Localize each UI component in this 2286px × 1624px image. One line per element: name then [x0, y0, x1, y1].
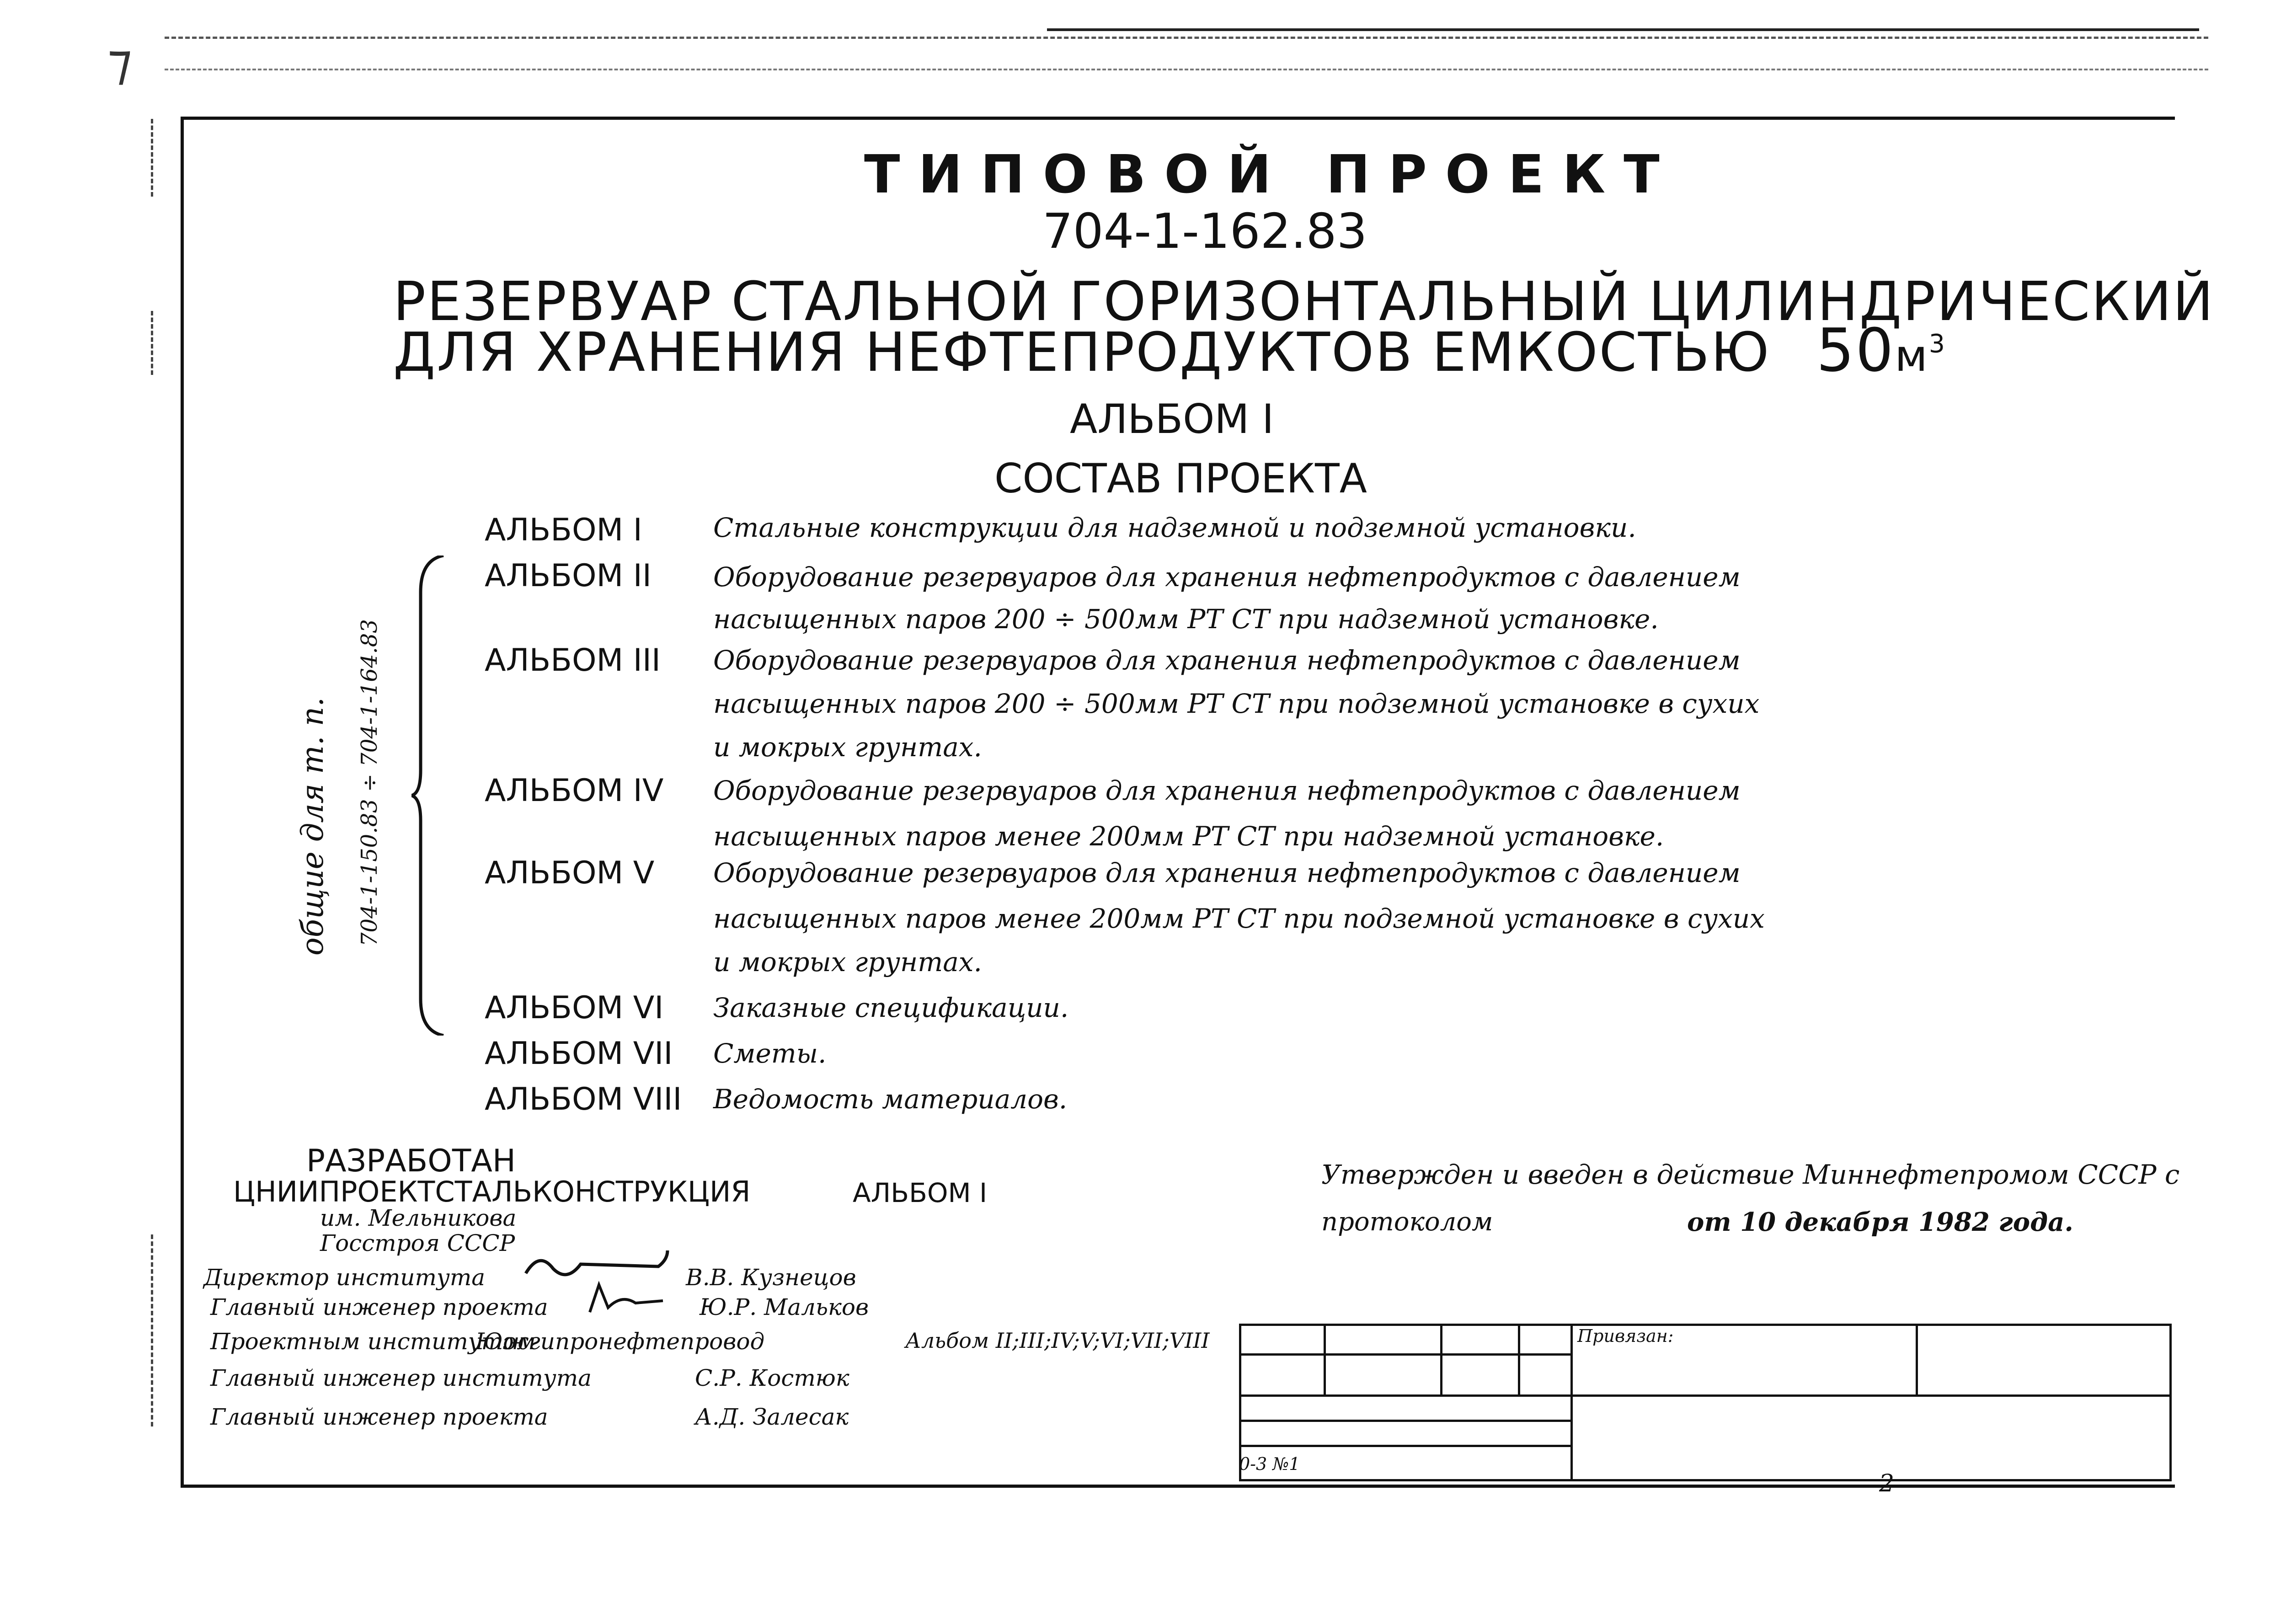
- project-number: 704-1-162.83: [1042, 203, 1367, 259]
- stamp-cell: [1442, 1325, 1519, 1355]
- volume-unit: м: [1895, 331, 1929, 381]
- left-margin-mark: [151, 311, 160, 375]
- album-heading: АЛЬБОМ I: [1070, 395, 1274, 443]
- staff-role: Главный инженер проекта: [210, 1404, 548, 1430]
- album-label: АЛЬБОМ V: [485, 855, 655, 891]
- volume-unit-exponent: 3: [1928, 329, 1946, 358]
- album-label: АЛЬБОМ II: [485, 558, 652, 594]
- developer-album-ref: АЛЬБОМ I: [853, 1177, 988, 1208]
- stamp-cell: [1519, 1325, 1572, 1355]
- album-desc-line: Оборудование резервуаров для хранения нефтепродуктов с давлением: [713, 645, 1741, 676]
- staff-name: В.В. Кузнецов: [686, 1264, 856, 1291]
- staff-name: С.Р. Костюк: [695, 1365, 849, 1391]
- title-text: ДЛЯ ХРАНЕНИЯ НЕФТЕПРОДУКТОВ ЕМКОСТЬЮ: [393, 321, 1771, 384]
- approval-line-2-right: от 10 декабря 1982 года.: [1687, 1207, 2073, 1237]
- staff-role: Директор института: [203, 1264, 486, 1291]
- stamp-bound-cell: [1572, 1325, 1917, 1396]
- album-desc-line: Ведомость материалов.: [713, 1084, 1068, 1115]
- album-desc-line: Стальные конструкции для надземной и подземной установки.: [713, 512, 1636, 543]
- stamp-code: 0-3 №1: [1239, 1454, 1300, 1474]
- left-margin-mark: [151, 1234, 160, 1426]
- developer-org: ЦНИИПРОЕКТСТАЛЬКОНСТРУКЦИЯ: [233, 1175, 751, 1208]
- signature-2: [581, 1276, 672, 1321]
- staff-name: Ю.Р. Мальков: [700, 1294, 869, 1320]
- staff-name: А.Д. Залесак: [695, 1404, 849, 1430]
- grouping-brace: [411, 556, 453, 1036]
- stamp-cell: [1442, 1355, 1519, 1396]
- approval-line-1: Утвержден и введен в действие Миннефтепромом СССР с: [1321, 1159, 2180, 1190]
- title-line-2: [393, 315, 1946, 385]
- approval-line-2-left: протоколом: [1321, 1207, 1493, 1237]
- stamp-cell: [1519, 1355, 1572, 1396]
- album-desc-line: насыщенных паров 200 ÷ 500мм РТ СТ при надземной установке.: [713, 604, 1659, 635]
- stamp-cell: [1240, 1396, 1572, 1421]
- stamp-cell: [1240, 1355, 1325, 1396]
- title-block-stamp: [1239, 1324, 2172, 1481]
- top-dashed-rule: [165, 37, 2208, 39]
- album-desc-line: насыщенных паров 200 ÷ 500мм РТ СТ при подземной установке в сухих: [713, 688, 1760, 719]
- album-desc-line: Сметы.: [713, 1038, 827, 1069]
- album-desc-line: Оборудование резервуаров для хранения нефтепродуктов с давлением: [713, 775, 1741, 806]
- stamp-cell: [1240, 1421, 1572, 1446]
- developer-sub-2: Госстроя СССР: [320, 1230, 515, 1256]
- album-desc-line: Оборудование резервуаров для хранения нефтепродуктов с давлением: [713, 561, 1741, 593]
- left-margin-mark: [151, 119, 160, 197]
- album-desc-line: Оборудование резервуаров для хранения нефтепродуктов с давлением: [713, 857, 1741, 888]
- volume-value: 50: [1816, 315, 1895, 385]
- upper-dashed-rule: [165, 69, 2208, 70]
- developer-sub-1: им. Мельникова: [320, 1205, 517, 1231]
- side-note-line-2: 704-1-150.83 ÷ 704-1-164.83: [357, 619, 382, 946]
- album-desc-line: и мокрых грунтах.: [713, 946, 982, 978]
- staff-role: Главный инженер проекта: [210, 1294, 548, 1320]
- album-label: АЛЬБОМ VIII: [485, 1081, 682, 1117]
- stamp-cell: [1572, 1396, 2171, 1480]
- album-label: АЛЬБОМ III: [485, 642, 661, 678]
- stamp-cell: [1325, 1325, 1442, 1355]
- side-note-line-1: общие для т. п.: [295, 697, 330, 956]
- stamp-bound-label: Привязан:: [1577, 1326, 1674, 1346]
- developer-heading: РАЗРАБОТАН: [306, 1143, 516, 1179]
- album-desc-line: насыщенных паров менее 200мм РТ СТ при надземной установке.: [713, 821, 1664, 852]
- stamp-cell: [1325, 1355, 1442, 1396]
- institute-albums-ref: Альбом II;III;IV;V;VI;VII;VIII: [905, 1328, 1210, 1353]
- album-label: АЛЬБОМ I: [485, 512, 642, 548]
- album-label: АЛЬБОМ VII: [485, 1036, 673, 1072]
- top-rule: [1047, 28, 2199, 31]
- album-desc-line: Заказные спецификации.: [713, 992, 1069, 1023]
- album-desc-line: и мокрых грунтах.: [713, 732, 982, 763]
- composition-heading: СОСТАВ ПРОЕКТА: [994, 455, 1367, 502]
- institute-name: Южгипронефтепровод: [475, 1328, 765, 1355]
- album-label: АЛЬБОМ IV: [485, 773, 664, 809]
- doc-type: ТИПОВОЙ ПРОЕКТ: [864, 144, 1678, 205]
- stamp-cell: [1917, 1325, 2171, 1396]
- album-desc-line: насыщенных паров менее 200мм РТ СТ при подземной установке в сухих: [713, 903, 1765, 934]
- title-line-1: РЕЗЕРВУАР СТАЛЬНОЙ ГОРИЗОНТАЛЬНЫЙ ЦИЛИНДРИЧЕСКИЙ: [393, 270, 2215, 333]
- institute-label: Проектным институтом: [210, 1328, 536, 1355]
- album-label: АЛЬБОМ VI: [485, 990, 664, 1026]
- sheet-number: 2: [1879, 1470, 1895, 1497]
- staff-role: Главный инженер института: [210, 1365, 592, 1391]
- corner-mark: ⁊: [107, 32, 133, 91]
- stamp-cell: [1240, 1325, 1325, 1355]
